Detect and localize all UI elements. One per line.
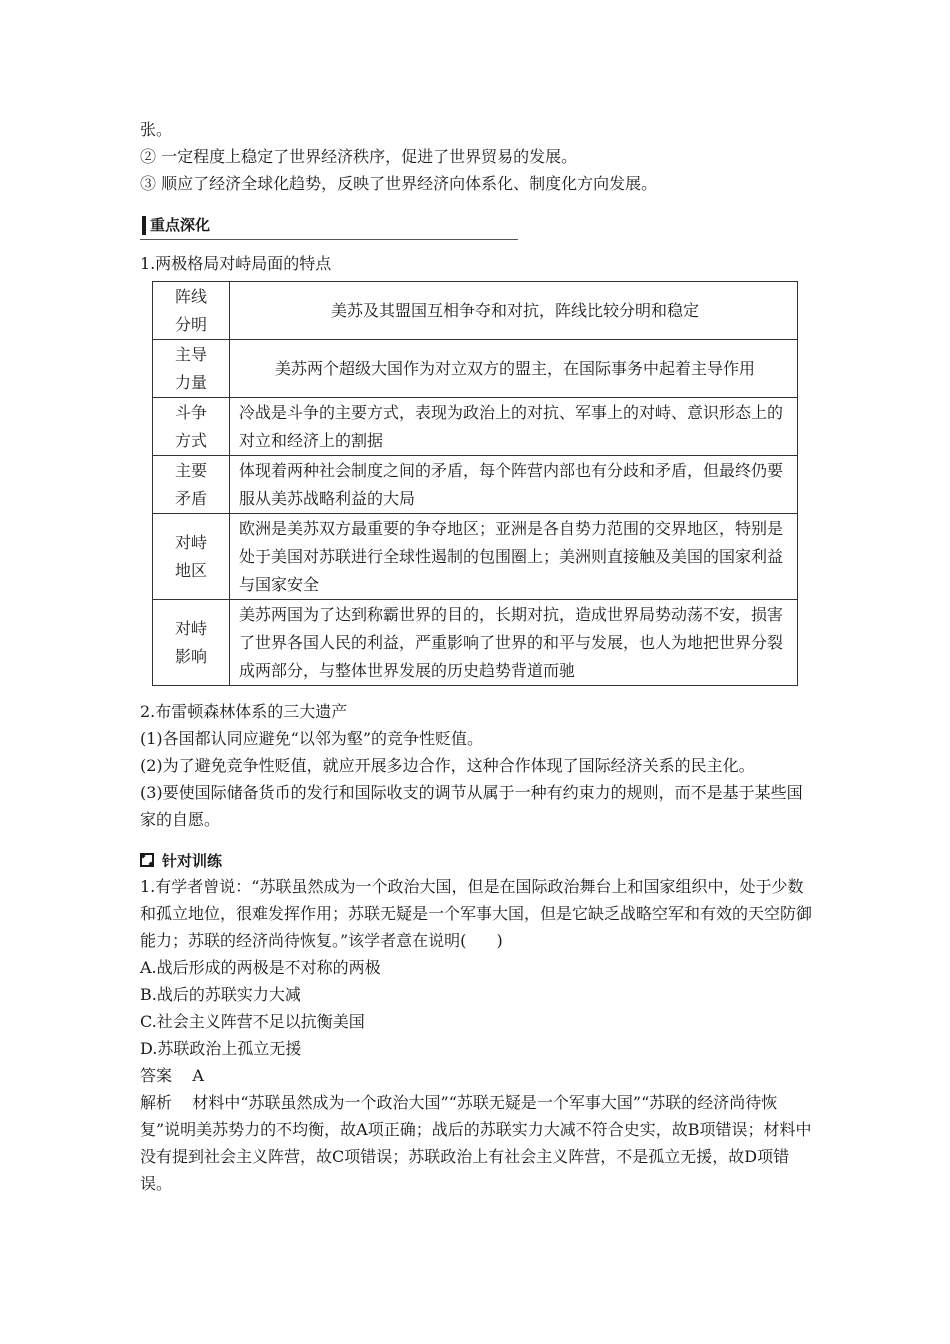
row-label: 主要 矛盾 [153,456,230,514]
training-title: 针对训练 [162,851,223,870]
table-row [153,514,798,600]
row-content: 美苏两国为了达到称霸世界的目的，长期对抗，造成世界局势动荡不安，损害了世界各国人民的利益，严重影响了世界的和平与发展，也人为地把世界分裂成两部分，与整体世界发展的历史趋势背道而驰 [230,600,798,686]
row-content: 欧洲是美苏双方最重要的争夺地区；亚洲是各自势力范围的交界地区，特别是处于美国对苏联进行全球性遏制的包围圈上；美洲则直接触及美国的国家利益与国家安全 [230,514,798,600]
option-c: C.社会主义阵营不足以抗衡美国 [140,1012,365,1031]
analysis-line [140,1089,812,1197]
answer-label: 答案 [140,1066,173,1085]
row-label: 主导 力量 [153,340,230,398]
row-content: 冷战是斗争的主要方式，表现为政治上的对抗、军事上的对峙、意识形态上的对立和经济上的割据 [230,398,798,456]
row-label: 斗争 方式 [153,398,230,456]
part2-item: (1)各国都认同应避免“以邻为壑”的竞争性贬值。 [140,729,484,748]
answer-line [140,1062,812,1089]
row-label: 对峙 地区 [153,514,230,600]
document-page [140,116,812,1197]
row-label: 对峙 影响 [153,600,230,686]
intro-line-3: ③ 顺应了经济全球化趋势，反映了世界经济向体系化、制度化方向发展。 [140,174,658,193]
row-label: 阵线 分明 [153,282,230,340]
part1-heading: 1.两极格局对峙局面的特点 [140,254,332,273]
analysis-label: 解析 [140,1093,173,1112]
question-text: 1.有学者曾说：“苏联虽然成为一个政治大国，但是在国际政治舞台上和国家组织中，处于少数和孤立地位，很难发挥作用；苏联无疑是一个军事大国，但是它缺乏战略空军和有效的天空防御能力；苏联的经济尚待恢复。”该学者意在说明( ) [140,877,813,950]
training-heading [140,847,812,873]
answer-value: A [192,1066,204,1085]
diamond-box-icon [140,853,154,867]
table-row [153,600,798,686]
table-row [153,456,798,514]
analysis-text: 材料中“苏联虽然成为一个政治大国”“苏联无疑是一个军事大国”“苏联的经济尚待恢复”说明美苏势力的不均衡，故A项正确；战后的苏联实力大减不符合史实，故B项错误；材料中没有提到社会主义阵营，故C项错误；苏联政治上有社会主义阵营，不是孤立无援，故D项错误。 [140,1093,812,1193]
table-row [153,340,798,398]
section-heading [140,211,518,240]
option-d: D.苏联政治上孤立无援 [140,1039,302,1058]
bipolar-features-table [152,281,798,686]
intro-line-2: ② 一定程度上稳定了世界经济秩序，促进了世界贸易的发展。 [140,147,578,166]
part2-item: (2)为了避免竞争性贬值，就应开展多边合作，这种合作体现了国际经济关系的民主化。 [140,756,755,775]
intro-line-1: 张。 [140,120,173,139]
table-row [153,282,798,340]
section-title: 重点深化 [150,216,211,234]
table-row [153,398,798,456]
part2-heading: 2.布雷顿森林体系的三大遗产 [140,702,348,721]
section-bar-icon [142,216,146,235]
option-b: B.战后的苏联实力大减 [140,985,301,1004]
row-content: 美苏及其盟国互相争夺和对抗，阵线比较分明和稳定 [230,282,798,340]
option-a: A.战后形成的两极是不对称的两极 [140,958,381,977]
row-content: 体现着两种社会制度之间的矛盾，每个阵营内部也有分歧和矛盾，但最终仍要服从美苏战略利益的大局 [230,456,798,514]
part2-item: (3)要使国际储备货币的发行和国际收支的调节从属于一种有约束力的规则，而不是基于某些国家的自愿。 [140,783,803,829]
row-content: 美苏两个超级大国作为对立双方的盟主，在国际事务中起着主导作用 [230,340,798,398]
